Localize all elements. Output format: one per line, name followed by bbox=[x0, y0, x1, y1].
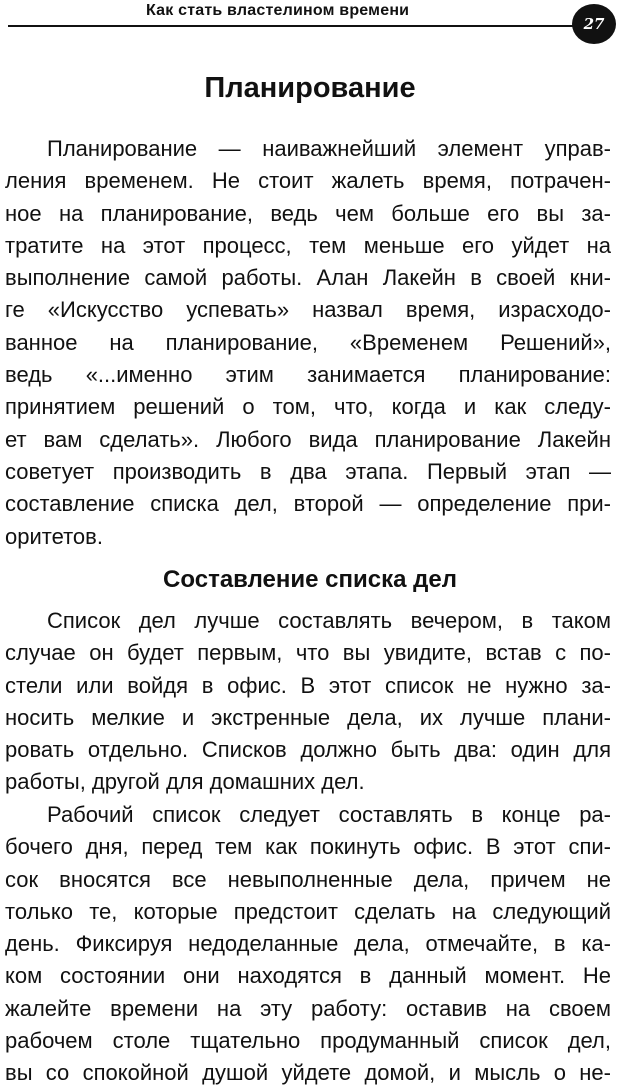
text-line: ведь «...именно этим занимается планирование: bbox=[5, 362, 611, 388]
paragraph-work-list bbox=[5, 799, 611, 1090]
text-line: день. Фиксируя недоделанные дела, отмечайте, в ка- bbox=[5, 931, 611, 957]
text-line: носить мелкие и экстренные дела, их лучше плани- bbox=[5, 704, 611, 730]
text-line: ванное на планирование, «Временем Решений», bbox=[5, 329, 611, 355]
text-line: принятием решений о том, что, когда и как следу- bbox=[5, 394, 611, 420]
text-line: Список дел лучше составлять вечером, в таком bbox=[47, 608, 611, 633]
text-line: стели или войдя в офис. В этот список не нужно за- bbox=[5, 672, 611, 698]
text-line: ком состоянии они находятся в данный момент. Не bbox=[5, 963, 611, 989]
text-line: тратите на этот процесс, тем меньше его уйдет на bbox=[5, 232, 611, 258]
text-line: оритетов. bbox=[5, 523, 103, 549]
paragraph-todo-list bbox=[5, 605, 611, 799]
paragraph-planning bbox=[5, 133, 611, 553]
text-line: ления временем. Не стоит жалеть время, потрачен- bbox=[5, 168, 611, 194]
running-title: Как стать властелином времени bbox=[146, 2, 410, 19]
text-line: составление списка дел, второй — определение при- bbox=[5, 491, 611, 517]
text-line: ровать отдельно. Списков должно быть два: один для bbox=[5, 737, 611, 763]
text-line: вы со спокойной душой уйдете домой, и мысль о не- bbox=[5, 1060, 611, 1086]
text-line: выполнение самой работы. Алан Лакейн в своей кни- bbox=[5, 265, 611, 291]
text-line: ге «Искусство успевать» назвал время, израсходо- bbox=[5, 297, 611, 323]
page-header bbox=[0, 0, 620, 42]
text-line: работы, другой для домашних дел. bbox=[5, 769, 365, 795]
text-line: Рабочий список следует составлять в конце ра- bbox=[47, 802, 611, 827]
text-line: советует производить в два этапа. Первый этап — bbox=[5, 458, 611, 484]
subsection-title: Составление списка дел bbox=[163, 566, 457, 593]
text-line: только те, которые предстоит сделать на следующий bbox=[5, 898, 611, 924]
text-line: бочего дня, перед тем как покинуть офис. В этот спи- bbox=[5, 834, 611, 860]
header-rule bbox=[8, 25, 593, 27]
text-line: Планирование — наиважнейший элемент управ- bbox=[47, 136, 611, 161]
text-line: рабочем столе тщательно продуманный список дел, bbox=[5, 1028, 611, 1054]
section-title: Планирование bbox=[204, 72, 416, 104]
text-line: жалейте времени на эту работу: оставив на своем bbox=[5, 995, 611, 1021]
page-number: 27 bbox=[572, 4, 616, 44]
text-line: ное на планирование, ведь чем больше его вы за- bbox=[5, 200, 611, 226]
text-line: сок вносятся все невыполненные дела, причем не bbox=[5, 866, 611, 892]
text-line: случае он будет первым, что вы увидите, встав с по- bbox=[5, 640, 611, 666]
text-line: ет вам сделать». Любого вида планирование Лакейн bbox=[5, 426, 611, 452]
